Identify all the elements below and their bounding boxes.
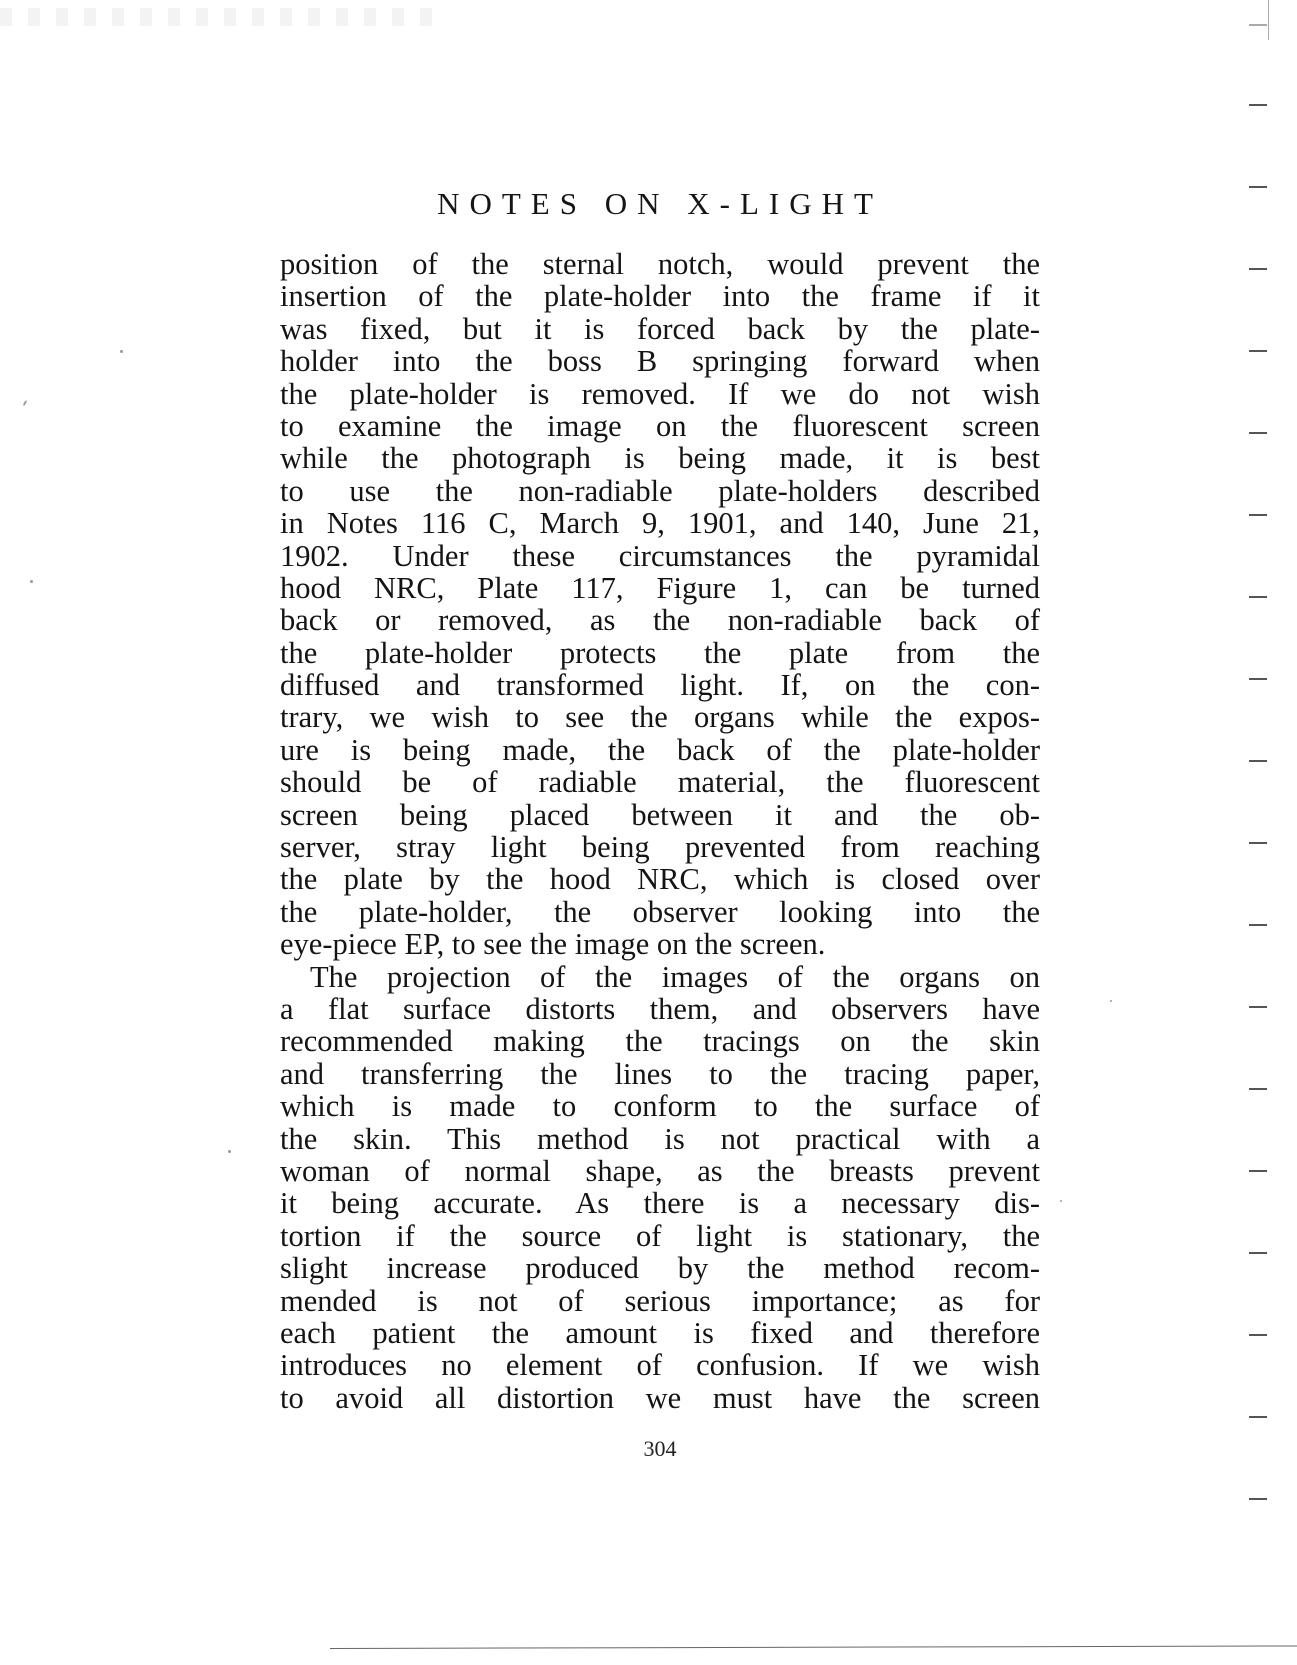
text-line: the skin. This method is not practical with a	[280, 1121, 1040, 1156]
margin-tick	[1249, 1006, 1267, 1008]
margin-tick	[1249, 596, 1267, 598]
scan-speck	[23, 400, 28, 406]
margin-tick	[1249, 514, 1267, 516]
margin-tick	[1249, 186, 1267, 188]
scan-speck	[1060, 1200, 1062, 1202]
text-line: tortion if the source of light is stationary, the	[280, 1218, 1040, 1253]
margin-tick	[1249, 1416, 1267, 1418]
text-line: in Notes 116 C, March 9, 1901, and 140, June 21,	[280, 506, 1040, 541]
text-line: server, stray light being prevented from reaching	[280, 830, 1040, 865]
text-line: position of the sternal notch, would prevent the	[280, 247, 1040, 281]
text-line: ure is being made, the back of the plate-holder	[280, 732, 1040, 767]
text-line: mended is not of serious importance; as for	[280, 1283, 1040, 1318]
scan-speck	[228, 1150, 231, 1153]
scan-speck	[30, 580, 33, 583]
margin-tick	[1249, 1170, 1267, 1172]
text-line: to examine the image on the fluorescent screen	[280, 408, 1040, 443]
text-line: 1902. Under these circumstances the pyramidal	[280, 538, 1040, 573]
text-line: and transferring the lines to the tracing paper,	[280, 1056, 1040, 1091]
margin-tick	[1249, 104, 1267, 106]
scan-speck	[120, 350, 123, 353]
text-line: the plate-holder protects the plate from the	[280, 635, 1040, 670]
margin-tick	[1249, 268, 1267, 270]
margin-tick	[1249, 842, 1267, 844]
text-line: which is made to conform to the surface of	[280, 1089, 1040, 1124]
text-line: insertion of the plate-holder into the frame if it	[280, 279, 1040, 314]
text-line: the plate-holder, the observer looking into the	[280, 894, 1040, 929]
margin-tick	[1249, 432, 1267, 434]
paragraph-start-line: The projection of the images of the organs on	[310, 959, 1040, 994]
running-head: NOTES ON X-LIGHT	[437, 186, 883, 221]
text-line: trary, we wish to see the organs while the expos-	[280, 700, 1040, 735]
text-line: holder into the boss B springing forward when	[280, 344, 1040, 379]
text-line: woman of normal shape, as the breasts prevent	[280, 1153, 1040, 1188]
text-line: the plate-holder is removed. If we do not wish	[280, 376, 1040, 411]
margin-tick	[1249, 760, 1267, 762]
margin-tick	[1249, 924, 1267, 926]
text-line: screen being placed between it and the ob-	[280, 797, 1040, 832]
margin-tick	[1249, 1498, 1267, 1500]
text-line: was fixed, but it is forced back by the plate-	[280, 311, 1040, 346]
text-line: introduces no element of confusion. If we wish	[280, 1348, 1040, 1383]
text-line: should be of radiable material, the fluorescent	[280, 765, 1040, 800]
text-line: to use the non-radiable plate-holders described	[280, 473, 1040, 508]
margin-tick	[1249, 1334, 1267, 1336]
scan-margin-ticks	[1217, 0, 1297, 1665]
text-line: hood NRC, Plate 117, Figure 1, can be turned	[280, 570, 1040, 605]
scan-artifact-top	[0, 8, 440, 26]
margin-tick	[1249, 678, 1267, 680]
scan-speck	[1110, 1000, 1112, 1002]
page-number: 304	[643, 1436, 677, 1461]
text-line: to avoid all distortion we must have the screen	[280, 1380, 1040, 1415]
text-line: the plate by the hood NRC, which is closed over	[280, 862, 1040, 897]
body-text	[280, 248, 1040, 1414]
text-line: back or removed, as the non-radiable back of	[280, 603, 1040, 638]
text-line: diffused and transformed light. If, on the con-	[280, 668, 1040, 703]
margin-tick	[1249, 1088, 1267, 1090]
text-line: while the photograph is being made, it is best	[280, 441, 1040, 476]
margin-tick	[1249, 350, 1267, 352]
scan-bottom-edge	[330, 1645, 1297, 1649]
text-line: it being accurate. As there is a necessary dis-	[280, 1186, 1040, 1221]
text-line: recommended making the tracings on the skin	[280, 1024, 1040, 1059]
margin-tick	[1249, 24, 1267, 26]
text-line: a flat surface distorts them, and observers have	[280, 991, 1040, 1026]
text-line: each patient the amount is fixed and therefore	[280, 1315, 1040, 1350]
text-line: slight increase produced by the method recom-	[280, 1251, 1040, 1286]
margin-tick	[1249, 1252, 1267, 1254]
text-line: eye-piece EP, to see the image on the screen.	[280, 927, 826, 962]
